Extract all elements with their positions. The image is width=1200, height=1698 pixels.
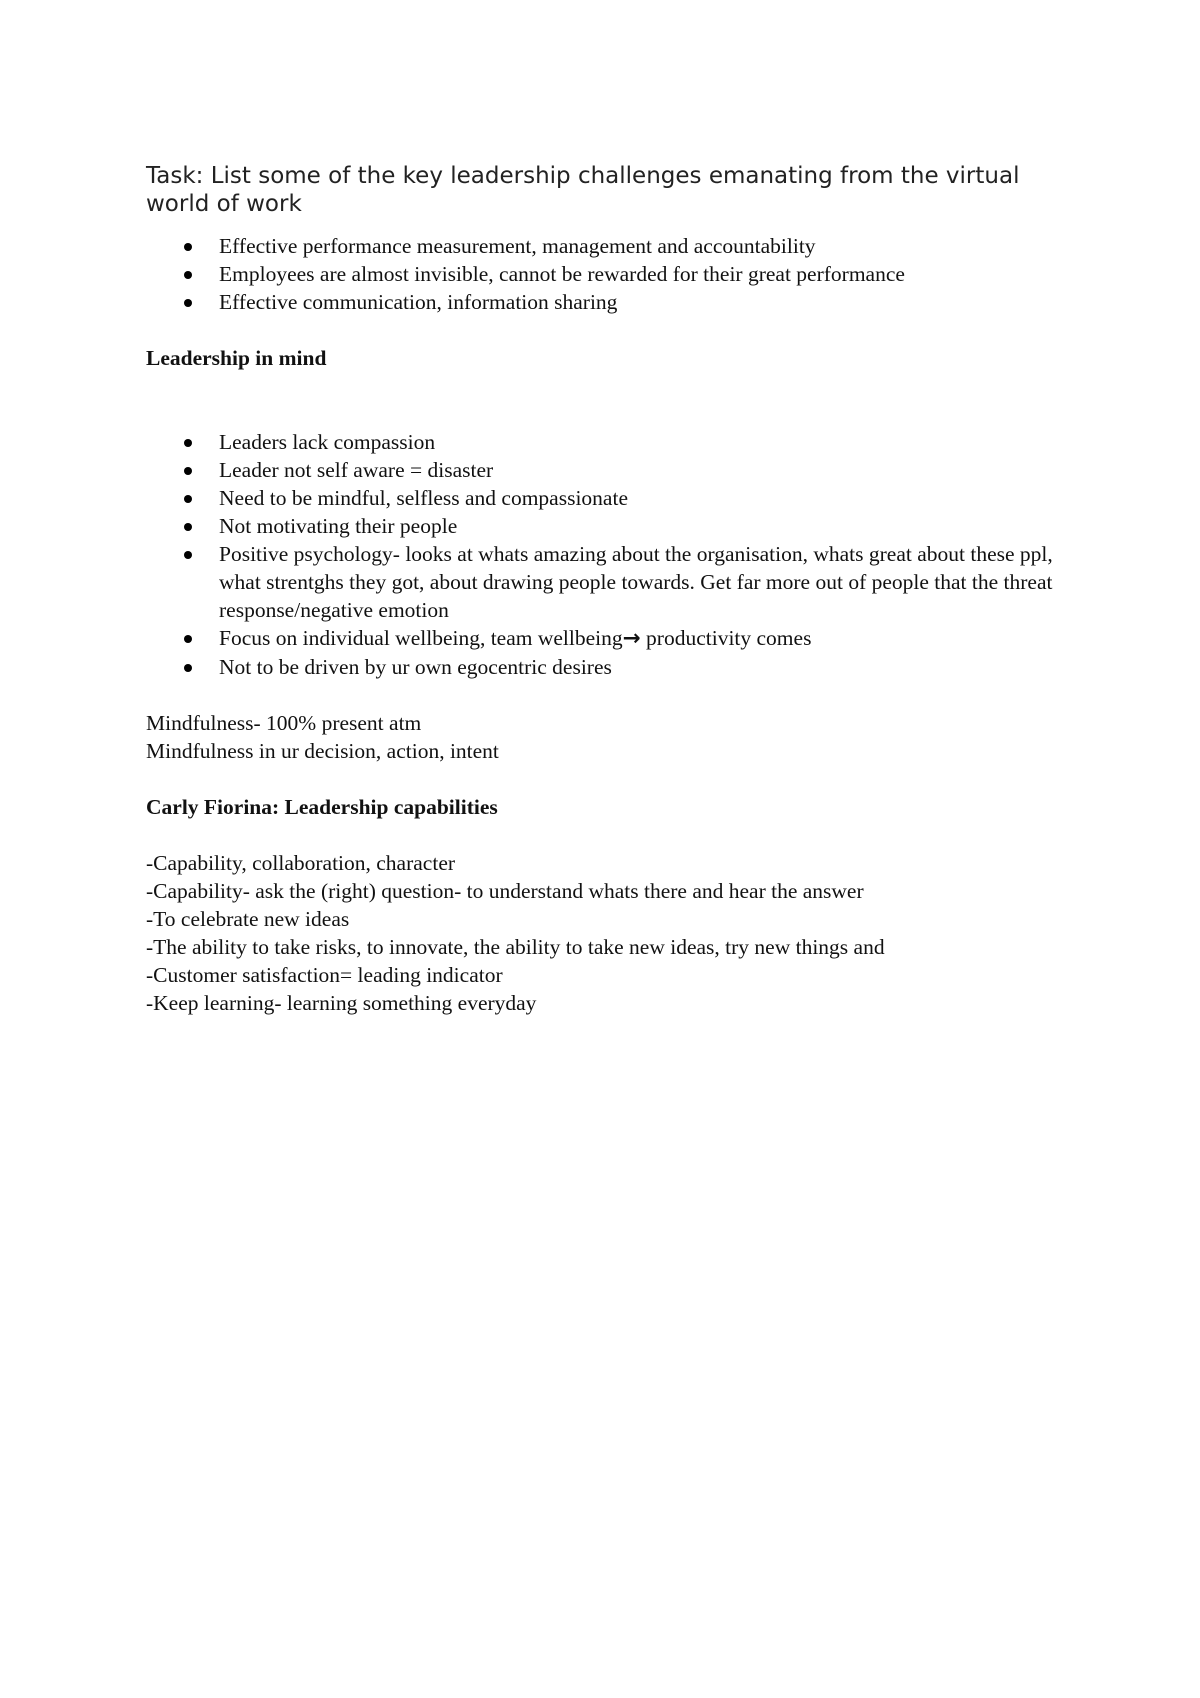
bullet-icon	[184, 664, 192, 672]
bullet-icon	[184, 523, 192, 531]
list-item	[146, 540, 1066, 624]
capability-line: -Customer satisfaction= leading indicator	[146, 963, 503, 987]
list-item	[146, 456, 1066, 484]
list-item	[146, 624, 1066, 653]
list-item-text: Effective performance measurement, management and accountability	[219, 234, 816, 258]
bullet-icon	[184, 467, 192, 475]
capability-line: -The ability to take risks, to innovate, the ability to take new ideas, try new things and	[146, 935, 885, 959]
spacer	[146, 681, 1066, 709]
capability-line: -Keep learning- learning something everyday	[146, 991, 537, 1015]
list-item-text: Employees are almost invisible, cannot be rewarded for their great performance	[219, 262, 905, 286]
list-item	[146, 428, 1066, 456]
document-content	[146, 162, 1066, 1017]
bullet-icon	[184, 439, 192, 447]
mindfulness-line: Mindfulness- 100% present atm	[146, 711, 422, 735]
carly-fiorina-heading: Carly Fiorina: Leadership capabilities	[146, 795, 498, 819]
list-item	[146, 484, 1066, 512]
bullet-icon	[184, 299, 192, 307]
capability-line: -Capability, collaboration, character	[146, 851, 456, 875]
list-item	[146, 232, 1066, 260]
bullet-icon	[184, 495, 192, 503]
leadership-in-mind-list	[146, 428, 1066, 681]
capability-line: -Capability- ask the (right) question- to understand whats there and hear the answer	[146, 879, 864, 903]
challenges-list	[146, 232, 1066, 316]
list-item	[146, 288, 1066, 316]
list-item-text: productivity comes	[640, 626, 812, 650]
spacer	[146, 765, 1066, 793]
list-item-text: Effective communication, information sharing	[219, 290, 618, 314]
list-item-text: Leader not self aware = disaster	[219, 458, 494, 482]
list-item-text: Leaders lack compassion	[219, 430, 436, 454]
bullet-icon	[184, 271, 192, 279]
bullet-icon	[184, 243, 192, 251]
bullet-icon	[184, 551, 192, 559]
list-item-text: Need to be mindful, selfless and compassionate	[219, 486, 628, 510]
list-item-text: Focus on individual wellbeing, team wellbeing	[219, 626, 623, 650]
list-item-text: Not motivating their people	[219, 514, 458, 538]
list-item	[146, 260, 1066, 288]
capability-line: -To celebrate new ideas	[146, 907, 350, 931]
spacer	[146, 316, 1066, 344]
spacer	[146, 821, 1066, 849]
task-heading: Task: List some of the key leadership challenges emanating from the virtual world of work	[146, 163, 1020, 217]
spacer	[146, 372, 1066, 428]
leadership-in-mind-heading: Leadership in mind	[146, 346, 327, 370]
list-item-text: Not to be driven by ur own egocentric desires	[219, 655, 612, 679]
arrow-right-icon: →	[622, 626, 641, 651]
list-item-text: Positive psychology- looks at whats amazing about the organisation, whats great about these ppl, what strentghs they got, about drawing people towards. Get far more out of people that the threat response/negative emotion	[219, 542, 1053, 622]
bullet-icon	[184, 635, 192, 643]
list-item	[146, 653, 1066, 681]
list-item	[146, 512, 1066, 540]
mindfulness-line: Mindfulness in ur decision, action, intent	[146, 739, 499, 763]
